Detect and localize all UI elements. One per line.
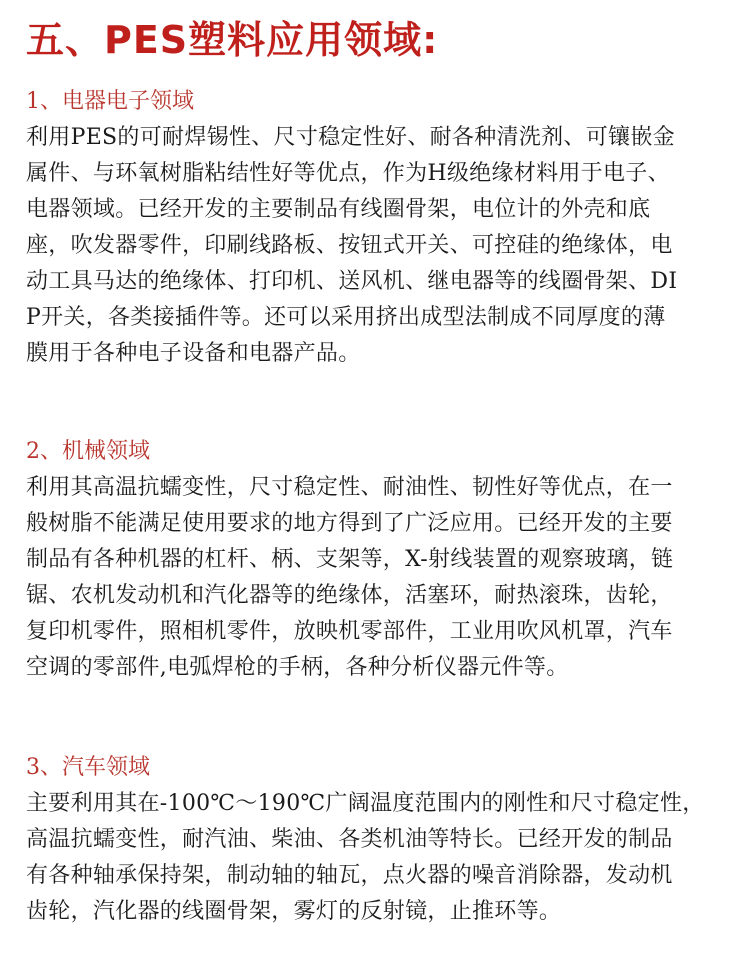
body-line: 锯、农机发动机和汽化器等的绝缘体，活塞环，耐热滚珠，齿轮， (26, 583, 673, 608)
body-line: 动工具马达的绝缘体、打印机、送风机、继电器等的线圈骨架、DI (26, 269, 678, 294)
body-line: 制品有各种机器的杠杆、柄、支架等，X-射线装置的观察玻璃，链 (26, 547, 674, 572)
body-line: 空调的零部件,电弧焊枪的手柄，各种分析仪器元件等。 (26, 655, 569, 680)
body-line: 复印机零件，照相机零件，放映机零部件，工业用吹风机罩，汽车 (26, 619, 673, 644)
body-line: 膜用于各种电子设备和电器产品。 (26, 341, 361, 366)
section-machinery (26, 436, 726, 686)
section-heading: 2、机械领域 (26, 439, 150, 464)
body-line: 座，吹发器零件，印刷线路板、按钮式开关、可控硅的绝缘体，电 (26, 233, 673, 258)
body-line: 属件、与环氧树脂粘结性好等优点，作为H级绝缘材料用于电子、 (26, 161, 670, 186)
section-automotive (26, 752, 726, 930)
section-body (26, 120, 726, 372)
body-line: 利用PES的可耐焊锡性、尺寸稳定性好、耐各种清洗剂、可镶嵌金 (26, 125, 675, 150)
body-line: 有各种轴承保持架，制动轴的轴瓦，点火器的噪音消除器，发动机 (26, 863, 673, 888)
section-electrical-electronics (26, 86, 726, 372)
section-body (26, 786, 726, 930)
section-heading: 3、汽车领域 (26, 755, 150, 780)
body-line: 主要利用其在-100℃～190℃广阔温度范围内的刚性和尺寸稳定性， (26, 791, 705, 816)
section-body (26, 470, 726, 686)
body-line: 高温抗蠕变性，耐汽油、柴油、各类机油等特长。已经开发的制品 (26, 827, 673, 852)
page-title: 五、PES塑料应用领域: (26, 18, 439, 62)
body-line: 般树脂不能满足使用要求的地方得到了广泛应用。已经开发的主要 (26, 511, 673, 536)
body-line: P开关，各类接插件等。还可以采用挤出成型法制成不同厚度的薄 (26, 305, 666, 330)
body-line: 利用其高温抗蠕变性，尺寸稳定性、耐油性、韧性好等优点，在一 (26, 475, 673, 500)
section-heading: 1、电器电子领域 (26, 89, 194, 114)
body-line: 电器领域。已经开发的主要制品有线圈骨架，电位计的外壳和底 (26, 197, 651, 222)
body-line: 齿轮，汽化器的线圈骨架，雾灯的反射镜，止推环等。 (26, 899, 562, 924)
